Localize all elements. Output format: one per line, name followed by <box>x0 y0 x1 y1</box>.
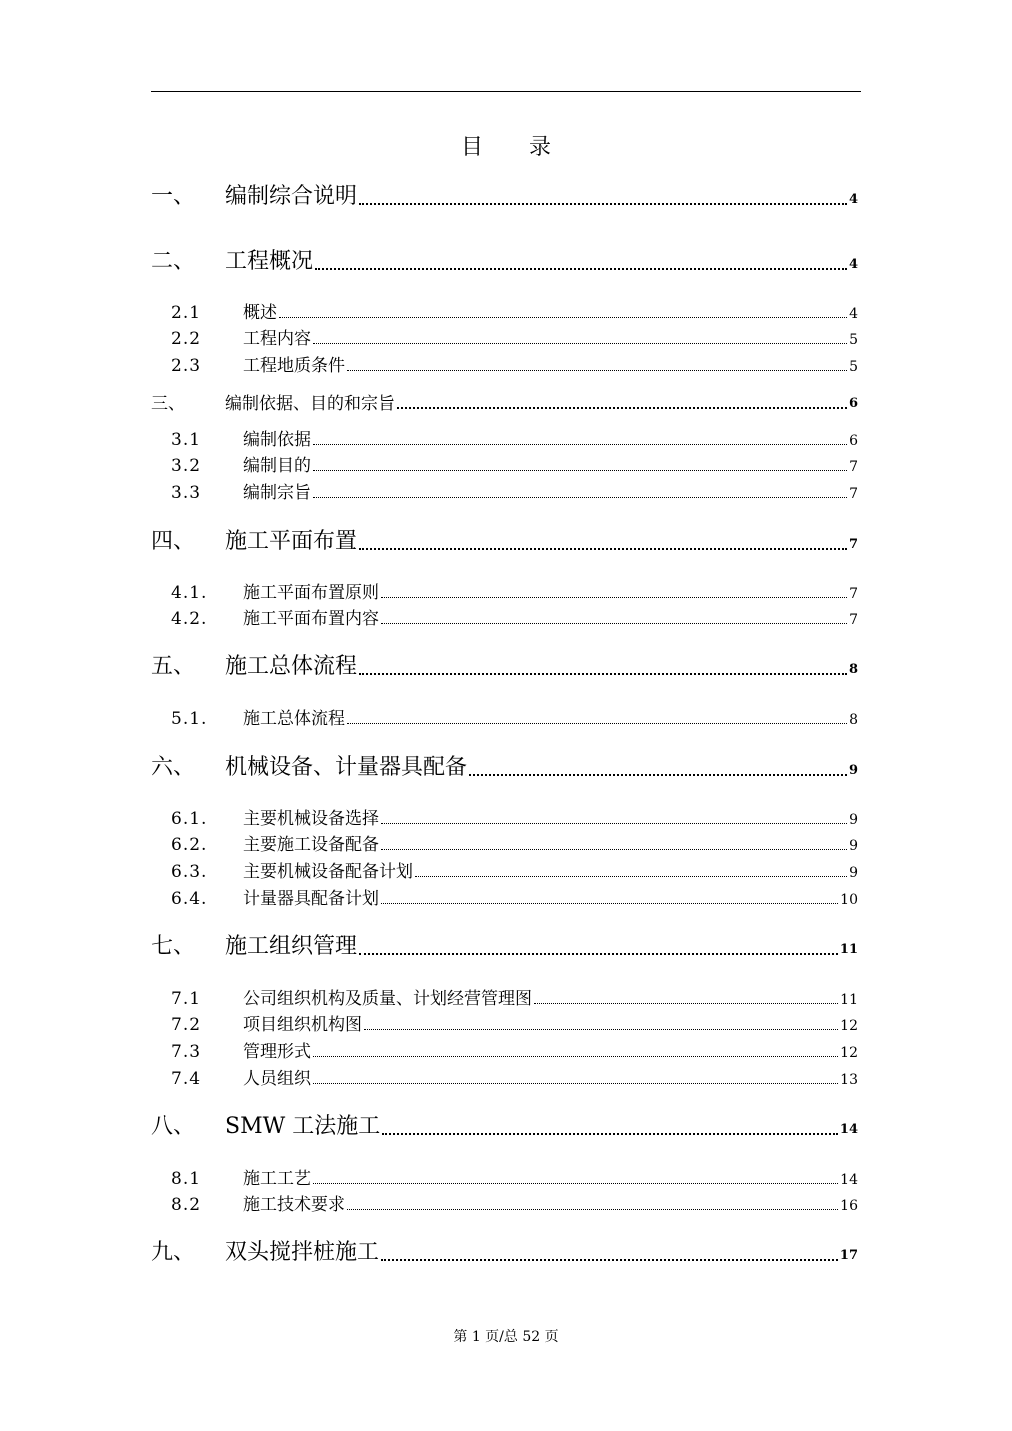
toc-dot-leader <box>359 202 847 205</box>
toc-dot-leader <box>415 875 847 877</box>
toc-entry-page-number: 7 <box>848 537 858 552</box>
toc-section-entry[interactable] <box>171 577 858 603</box>
toc-dot-leader <box>359 672 847 675</box>
toc-section-entry[interactable] <box>171 803 858 829</box>
toc-entry-page-number: 7 <box>849 612 858 628</box>
toc-entry-title: 施工总体流程 <box>243 709 345 729</box>
toc-entry-page-number: 10 <box>840 892 858 908</box>
toc-entry-number: 7.1 <box>171 989 202 1009</box>
toc-entry-page-number: 8 <box>849 712 858 728</box>
toc-entry-number: 4.1. <box>171 583 208 603</box>
toc-dot-leader <box>381 902 838 904</box>
toc-entry-page-number: 9 <box>848 763 858 778</box>
toc-entry-number: 六、 <box>151 755 196 780</box>
toc-entry-number: 二、 <box>151 249 196 274</box>
toc-entry-number: 7.2 <box>171 1015 202 1035</box>
toc-entry-page-number: 12 <box>840 1018 858 1034</box>
toc-entry-number: 6.2. <box>171 835 208 855</box>
toc-dot-leader <box>347 369 847 371</box>
toc-entry-title: 施工平面布置原则 <box>243 583 379 603</box>
toc-section-entry[interactable] <box>171 350 858 376</box>
toc-entry-page-number: 9 <box>849 838 858 854</box>
toc-entry-title: 主要施工设备配备 <box>243 835 379 855</box>
toc-entry-number: 7.3 <box>171 1042 202 1062</box>
toc-entry-page-number: 7 <box>849 586 858 602</box>
toc-entry-title: 主要机械设备选择 <box>243 809 379 829</box>
toc-entry-page-number: 16 <box>840 1198 858 1214</box>
toc-entry-title: 施工平面布置内容 <box>243 609 379 629</box>
title-char-left: 目 <box>460 135 483 160</box>
toc-entry-page-number: 9 <box>849 812 858 828</box>
toc-dot-leader <box>381 1258 838 1261</box>
toc-entry-title: 编制综合说明 <box>225 184 358 209</box>
toc-entry-title: 机械设备、计量器具配备 <box>225 755 468 780</box>
toc-section-entry[interactable] <box>171 450 858 476</box>
toc-entry-page-number: 4 <box>848 192 858 207</box>
toc-entry-title: SMW 工法施工 <box>225 1114 381 1139</box>
toc-section-entry[interactable] <box>171 983 858 1009</box>
toc-section-entry[interactable] <box>171 424 858 450</box>
toc-chapter-entry[interactable] <box>151 1240 858 1266</box>
toc-section-entry[interactable] <box>171 1063 858 1089</box>
toc-chapter-entry[interactable] <box>151 249 858 275</box>
toc-entry-number: 6.1. <box>171 809 208 829</box>
toc-entry-number: 三、 <box>151 394 185 414</box>
toc-entry-title: 人员组织 <box>243 1069 311 1089</box>
toc-entry-number: 五、 <box>151 654 196 679</box>
toc-entry-title: 施工平面布置 <box>225 529 358 554</box>
toc-dot-leader <box>381 848 847 850</box>
toc-dot-leader <box>313 342 847 344</box>
toc-entry-number: 2.1 <box>171 303 202 323</box>
toc-chapter-entry[interactable] <box>151 184 858 210</box>
toc-section-entry[interactable] <box>171 883 858 909</box>
toc-entry-page-number: 7 <box>849 486 858 502</box>
toc-entry-title: 概述 <box>243 303 277 323</box>
toc-section-entry[interactable] <box>171 856 858 882</box>
toc-entry-number: 3.1 <box>171 430 202 450</box>
toc-entry-number: 3.2 <box>171 456 202 476</box>
toc-dot-leader <box>534 1002 838 1004</box>
toc-entry-title: 编制依据、目的和宗旨 <box>225 394 395 414</box>
toc-dot-leader <box>279 316 847 318</box>
toc-chapter-entry[interactable] <box>151 654 858 680</box>
toc-dot-leader <box>313 1082 838 1084</box>
toc-entry-title: 计量器具配备计划 <box>243 889 379 909</box>
toc-entry-title: 公司组织机构及质量、计划经营管理图 <box>243 989 532 1009</box>
toc-section-entry[interactable] <box>171 829 858 855</box>
toc-entry-number: 7.4 <box>171 1069 202 1089</box>
toc-entry-title: 双头搅拌桩施工 <box>225 1240 380 1265</box>
toc-entry-title: 管理形式 <box>243 1042 311 1062</box>
toc-entry-title: 编制宗旨 <box>243 483 311 503</box>
toc-entry-page-number: 5 <box>849 332 858 348</box>
toc-entry-page-number: 17 <box>839 1248 858 1263</box>
toc-entry-page-number: 6 <box>849 433 858 449</box>
toc-entry-title: 项目组织机构图 <box>243 1015 362 1035</box>
toc-entry-number: 6.3. <box>171 862 208 882</box>
toc-dot-leader <box>381 622 847 624</box>
toc-entry-page-number: 14 <box>839 1122 858 1137</box>
toc-entry-page-number: 11 <box>839 942 858 957</box>
toc-entry-page-number: 12 <box>840 1045 858 1061</box>
toc-entry-title: 施工工艺 <box>243 1169 311 1189</box>
toc-entry-page-number: 11 <box>840 992 858 1008</box>
toc-entry-number: 3.3 <box>171 483 202 503</box>
toc-entry-number: 一、 <box>151 184 196 209</box>
toc-chapter-entry[interactable] <box>151 755 858 781</box>
page-footer: 第 1 页/总 52 页 <box>453 1329 559 1345</box>
toc-entry-title: 编制依据 <box>243 430 311 450</box>
toc-entry-page-number: 13 <box>840 1072 858 1088</box>
toc-dot-leader <box>469 773 847 776</box>
toc-entry-number: 四、 <box>151 529 196 554</box>
toc-dot-leader <box>381 596 847 598</box>
toc-entry-title: 施工技术要求 <box>243 1195 345 1215</box>
toc-dot-leader <box>364 1028 838 1030</box>
toc-entry-number: 七、 <box>151 934 196 959</box>
toc-chapter-entry[interactable] <box>151 934 858 960</box>
toc-section-entry[interactable] <box>171 1036 858 1062</box>
toc-dot-leader <box>397 406 847 409</box>
toc-entry-title: 工程内容 <box>243 329 311 349</box>
toc-entry-page-number: 9 <box>849 865 858 881</box>
toc-dot-leader <box>347 722 847 724</box>
toc-entry-page-number: 5 <box>849 359 858 375</box>
toc-dot-leader <box>313 469 847 471</box>
toc-entry-title: 工程地质条件 <box>243 356 345 376</box>
toc-entry-title: 施工总体流程 <box>225 654 358 679</box>
toc-entry-number: 4.2. <box>171 609 208 629</box>
toc-dot-leader <box>359 952 838 955</box>
toc-dot-leader <box>313 1182 838 1184</box>
title-char-right: 录 <box>529 135 552 160</box>
toc-entry-number: 6.4. <box>171 889 208 909</box>
toc-entry-page-number: 8 <box>848 662 858 677</box>
toc-chapter-entry[interactable] <box>151 388 858 414</box>
toc-entry-title: 施工组织管理 <box>225 934 358 959</box>
toc-chapter-entry[interactable] <box>151 1114 858 1140</box>
toc-entry-page-number: 4 <box>849 306 858 322</box>
toc-dot-leader <box>382 1132 838 1135</box>
toc-section-entry[interactable] <box>171 603 858 629</box>
toc-entry-number: 2.2 <box>171 329 202 349</box>
toc-entry-page-number: 14 <box>840 1172 858 1188</box>
toc-dot-leader <box>313 496 847 498</box>
toc-entry-page-number: 7 <box>849 459 858 475</box>
toc-dot-leader <box>315 267 847 270</box>
toc-dot-leader <box>381 822 847 824</box>
toc-dot-leader <box>313 1055 838 1057</box>
toc-section-entry[interactable] <box>171 703 858 729</box>
toc-section-entry[interactable] <box>171 1009 858 1035</box>
toc-dot-leader <box>347 1208 838 1210</box>
toc-entry-number: 八、 <box>151 1114 196 1139</box>
toc-section-entry[interactable] <box>171 1163 858 1189</box>
toc-section-entry[interactable] <box>171 297 858 323</box>
toc-dot-leader <box>359 547 847 550</box>
toc-entry-title: 工程概况 <box>225 249 314 274</box>
toc-section-entry[interactable] <box>171 1189 858 1215</box>
toc-entry-number: 2.3 <box>171 356 202 376</box>
toc-dot-leader <box>313 443 847 445</box>
toc-section-entry[interactable] <box>171 323 858 349</box>
toc-entry-title: 编制目的 <box>243 456 311 476</box>
toc-entry-title: 主要机械设备配备计划 <box>243 862 413 882</box>
toc-entry-number: 5.1. <box>171 709 208 729</box>
toc-section-entry[interactable] <box>171 477 858 503</box>
toc-entry-page-number: 6 <box>848 396 858 411</box>
toc-entry-page-number: 4 <box>848 257 858 272</box>
toc-entry-number: 九、 <box>151 1240 196 1265</box>
toc-entry-number: 8.2 <box>171 1195 202 1215</box>
toc-chapter-entry[interactable] <box>151 529 858 555</box>
toc-entry-number: 8.1 <box>171 1169 202 1189</box>
